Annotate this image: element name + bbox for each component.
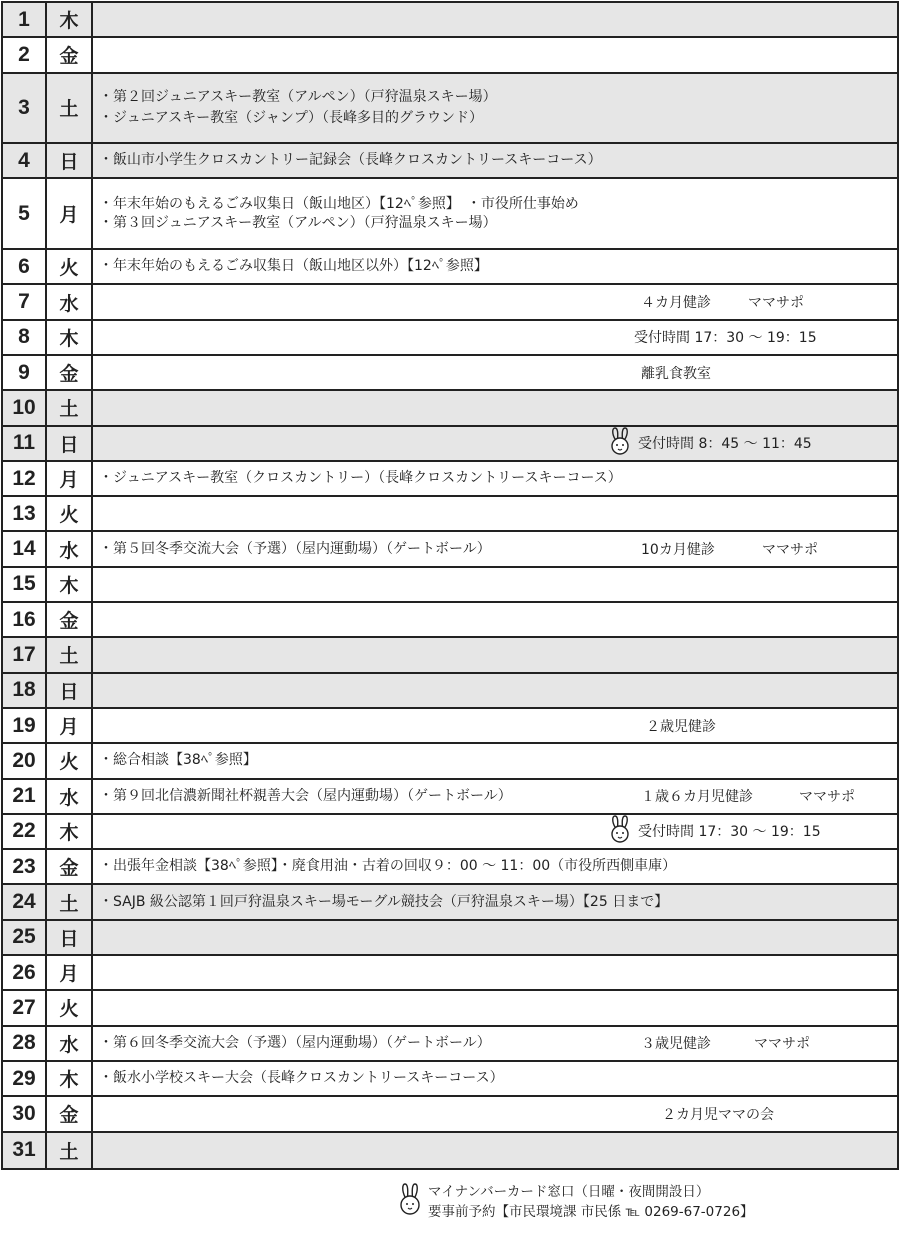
event-item: ・出張年金相談【38ﾍﾟ参照】・廃食用油・古着の回収９：00 ～ 11：00（市役所西側車庫） bbox=[99, 858, 677, 875]
events-cell bbox=[93, 285, 899, 318]
day-number: 11 bbox=[1, 427, 47, 460]
schedule-note-text: ２カ月児ママの会 bbox=[662, 1106, 774, 1123]
events-cell bbox=[93, 850, 899, 883]
events-cell bbox=[93, 1062, 899, 1095]
calendar-row bbox=[1, 1062, 899, 1097]
calendar-row bbox=[1, 674, 899, 709]
calendar-row bbox=[1, 1133, 899, 1168]
weekday: 土 bbox=[47, 1133, 93, 1168]
events-cell bbox=[93, 744, 899, 777]
events-cell bbox=[93, 1097, 899, 1130]
calendar-row bbox=[1, 3, 899, 38]
weekday: 木 bbox=[47, 1062, 93, 1095]
weekday: 月 bbox=[47, 462, 93, 495]
day-number: 25 bbox=[1, 921, 47, 954]
schedule-note-text: ３歳児健診 bbox=[641, 1036, 711, 1053]
events-cell bbox=[93, 532, 899, 565]
schedule-note bbox=[641, 356, 711, 389]
events-cell bbox=[93, 144, 899, 177]
footer-line-1: マイナンバーカード窓口（日曜・夜間開設日） bbox=[428, 1184, 710, 1200]
event-item: ・年末年始のもえるごみ収集日（飯山地区以外）【12ﾍﾟ参照】 bbox=[99, 258, 488, 275]
day-number: 7 bbox=[1, 285, 47, 318]
mascot-icon bbox=[608, 427, 632, 459]
events-cell bbox=[93, 885, 899, 918]
event-item: ・第９回北信濃新聞社杯親善大会（屋内運動場）（ゲートボール） bbox=[99, 787, 512, 804]
schedule-note bbox=[608, 427, 812, 460]
calendar-row bbox=[1, 532, 899, 567]
event-item: ・飯水小学校スキー大会（長峰クロスカントリースキーコース） bbox=[99, 1070, 504, 1087]
day-number: 17 bbox=[1, 638, 47, 671]
weekday: 火 bbox=[47, 991, 93, 1024]
day-number: 26 bbox=[1, 956, 47, 989]
event-item: ・総合相談【38ﾍﾟ参照】 bbox=[99, 752, 257, 769]
schedule-note-text: 受付時間 17：30 ～ 19：15 bbox=[638, 824, 821, 841]
events-cell bbox=[93, 462, 899, 495]
weekday: 月 bbox=[47, 709, 93, 742]
calendar-row bbox=[1, 638, 899, 673]
weekday: 金 bbox=[47, 1097, 93, 1130]
schedule-note-text: 受付時間 8：45 ～ 11：45 bbox=[638, 436, 812, 453]
footer-line-2: 要事前予約【市民環境課 市民係 ℡ 0269-67-0726】 bbox=[428, 1204, 754, 1220]
events-cell bbox=[93, 709, 899, 742]
weekday: 木 bbox=[47, 815, 93, 848]
schedule-note-text: ママサポ bbox=[799, 789, 855, 806]
schedule-note bbox=[646, 709, 716, 742]
weekday: 水 bbox=[47, 285, 93, 318]
calendar-row bbox=[1, 815, 899, 850]
events-cell bbox=[93, 991, 899, 1024]
day-number: 9 bbox=[1, 356, 47, 389]
event-item: ・第２回ジュニアスキー教室（アルペン）（戸狩温泉スキー場） bbox=[99, 88, 497, 105]
events-cell bbox=[93, 391, 899, 424]
weekday: 水 bbox=[47, 532, 93, 565]
calendar-row bbox=[1, 921, 899, 956]
events-cell bbox=[93, 356, 899, 389]
schedule-note-text: 10カ月健診 bbox=[641, 542, 715, 559]
day-number: 14 bbox=[1, 532, 47, 565]
weekday: 水 bbox=[47, 780, 93, 813]
event-item: ・第５回冬季交流大会（予選）（屋内運動場）（ゲートボール） bbox=[99, 540, 491, 557]
day-number: 28 bbox=[1, 1027, 47, 1060]
mascot-icon bbox=[398, 1182, 422, 1222]
day-number: 30 bbox=[1, 1097, 47, 1130]
tel-label: ℡ bbox=[625, 1204, 641, 1220]
tel-number: 0269-67-0726】 bbox=[644, 1204, 754, 1220]
day-number: 31 bbox=[1, 1133, 47, 1168]
day-number: 23 bbox=[1, 850, 47, 883]
calendar-row bbox=[1, 1027, 899, 1062]
events-cell bbox=[93, 674, 899, 707]
day-number: 2 bbox=[1, 38, 47, 71]
schedule-note bbox=[634, 321, 817, 354]
events-cell bbox=[93, 3, 899, 36]
calendar-row bbox=[1, 885, 899, 920]
calendar-row bbox=[1, 709, 899, 744]
events-cell bbox=[93, 427, 899, 460]
schedule-note-text: 受付時間 17：30 ～ 19：15 bbox=[634, 330, 817, 347]
calendar-row bbox=[1, 603, 899, 638]
schedule-note bbox=[641, 1027, 711, 1060]
day-number: 21 bbox=[1, 780, 47, 813]
calendar-row bbox=[1, 179, 899, 250]
schedule-note-text: １歳６カ月児健診 bbox=[641, 789, 753, 806]
events-cell bbox=[93, 1027, 899, 1060]
event-item: ・SAJB 級公認第１回戸狩温泉スキー場モーグル競技会（戸狩温泉スキー場）【25 日まで】 bbox=[99, 893, 669, 910]
calendar-row bbox=[1, 250, 899, 285]
event-item: ・ジュニアスキー教室（クロスカントリー）（長峰クロスカントリースキーコース） bbox=[99, 470, 622, 486]
day-number: 18 bbox=[1, 674, 47, 707]
weekday: 金 bbox=[47, 356, 93, 389]
schedule-note bbox=[641, 285, 711, 318]
day-number: 4 bbox=[1, 144, 47, 177]
calendar-row bbox=[1, 285, 899, 320]
events-cell bbox=[93, 321, 899, 354]
day-number: 6 bbox=[1, 250, 47, 283]
schedule-note-text: ママサポ bbox=[754, 1036, 810, 1053]
weekday: 火 bbox=[47, 744, 93, 777]
event-item: ・ジュニアスキー教室（ジャンプ）（長峰多目的グラウンド） bbox=[99, 109, 484, 126]
events-cell bbox=[93, 497, 899, 530]
schedule-note-text: 離乳食教室 bbox=[641, 365, 711, 382]
calendar-row bbox=[1, 497, 899, 532]
weekday: 金 bbox=[47, 38, 93, 71]
events-cell bbox=[93, 179, 899, 248]
events-cell bbox=[93, 38, 899, 71]
events-cell bbox=[93, 74, 899, 143]
event-item: ・飯山市小学生クロスカントリー記録会（長峰クロスカントリースキーコース） bbox=[99, 152, 602, 169]
schedule-note bbox=[608, 815, 821, 848]
weekday: 木 bbox=[47, 3, 93, 36]
weekday: 月 bbox=[47, 956, 93, 989]
day-number: 29 bbox=[1, 1062, 47, 1095]
weekday: 月 bbox=[47, 179, 93, 248]
schedule-note bbox=[662, 1097, 774, 1130]
day-number: 5 bbox=[1, 179, 47, 248]
calendar-row bbox=[1, 462, 899, 497]
weekday: 日 bbox=[47, 144, 93, 177]
day-number: 3 bbox=[1, 74, 47, 143]
weekday: 水 bbox=[47, 1027, 93, 1060]
day-number: 15 bbox=[1, 568, 47, 601]
weekday: 日 bbox=[47, 427, 93, 460]
day-number: 13 bbox=[1, 497, 47, 530]
events-cell bbox=[93, 1133, 899, 1168]
calendar-row bbox=[1, 391, 899, 426]
schedule-note-text: ４カ月健診 bbox=[641, 295, 711, 312]
weekday: 金 bbox=[47, 603, 93, 636]
schedule-note-text: ママサポ bbox=[748, 295, 804, 312]
calendar-row bbox=[1, 38, 899, 73]
schedule-note bbox=[799, 780, 855, 813]
events-cell bbox=[93, 815, 899, 848]
event-item: ・第３回ジュニアスキー教室（アルペン）（戸狩温泉スキー場） bbox=[99, 214, 497, 231]
events-cell bbox=[93, 921, 899, 954]
schedule-note-text: ママサポ bbox=[762, 542, 818, 559]
weekday: 土 bbox=[47, 391, 93, 424]
calendar-row bbox=[1, 780, 899, 815]
weekday: 土 bbox=[47, 885, 93, 918]
calendar-row bbox=[1, 744, 899, 779]
weekday: 木 bbox=[47, 568, 93, 601]
schedule-note bbox=[762, 532, 818, 565]
calendar-row bbox=[1, 1097, 899, 1132]
day-number: 16 bbox=[1, 603, 47, 636]
day-number: 8 bbox=[1, 321, 47, 354]
calendar-row bbox=[1, 850, 899, 885]
schedule-note-text: ２歳児健診 bbox=[646, 718, 716, 735]
events-cell bbox=[93, 638, 899, 671]
events-cell bbox=[93, 956, 899, 989]
event-item: ・第６回冬季交流大会（予選）（屋内運動場）（ゲートボール） bbox=[99, 1034, 491, 1051]
day-number: 12 bbox=[1, 462, 47, 495]
day-number: 20 bbox=[1, 744, 47, 777]
day-number: 1 bbox=[1, 3, 47, 36]
day-number: 22 bbox=[1, 815, 47, 848]
event-item: ・年末年始のもえるごみ収集日（飯山地区）【12ﾍﾟ参照】 ・市役所仕事始め bbox=[99, 195, 579, 212]
weekday: 木 bbox=[47, 321, 93, 354]
calendar-row bbox=[1, 568, 899, 603]
calendar-row bbox=[1, 427, 899, 462]
footer-note bbox=[398, 1182, 754, 1222]
calendar-row bbox=[1, 991, 899, 1026]
schedule-note bbox=[748, 285, 804, 318]
schedule-note bbox=[641, 532, 715, 565]
calendar-row bbox=[1, 74, 899, 145]
calendar-row bbox=[1, 321, 899, 356]
day-number: 24 bbox=[1, 885, 47, 918]
weekday: 土 bbox=[47, 74, 93, 143]
weekday: 日 bbox=[47, 921, 93, 954]
weekday: 火 bbox=[47, 250, 93, 283]
day-number: 19 bbox=[1, 709, 47, 742]
day-number: 10 bbox=[1, 391, 47, 424]
mascot-icon bbox=[608, 815, 632, 847]
calendar-row bbox=[1, 956, 899, 991]
calendar-row bbox=[1, 144, 899, 179]
weekday: 金 bbox=[47, 850, 93, 883]
weekday: 火 bbox=[47, 497, 93, 530]
schedule-note bbox=[754, 1027, 810, 1060]
schedule-note bbox=[641, 780, 753, 813]
events-cell bbox=[93, 568, 899, 601]
calendar-table bbox=[1, 1, 899, 1170]
events-cell bbox=[93, 250, 899, 283]
day-number: 27 bbox=[1, 991, 47, 1024]
events-cell bbox=[93, 780, 899, 813]
weekday: 日 bbox=[47, 674, 93, 707]
calendar-row bbox=[1, 356, 899, 391]
events-cell bbox=[93, 603, 899, 636]
weekday: 土 bbox=[47, 638, 93, 671]
